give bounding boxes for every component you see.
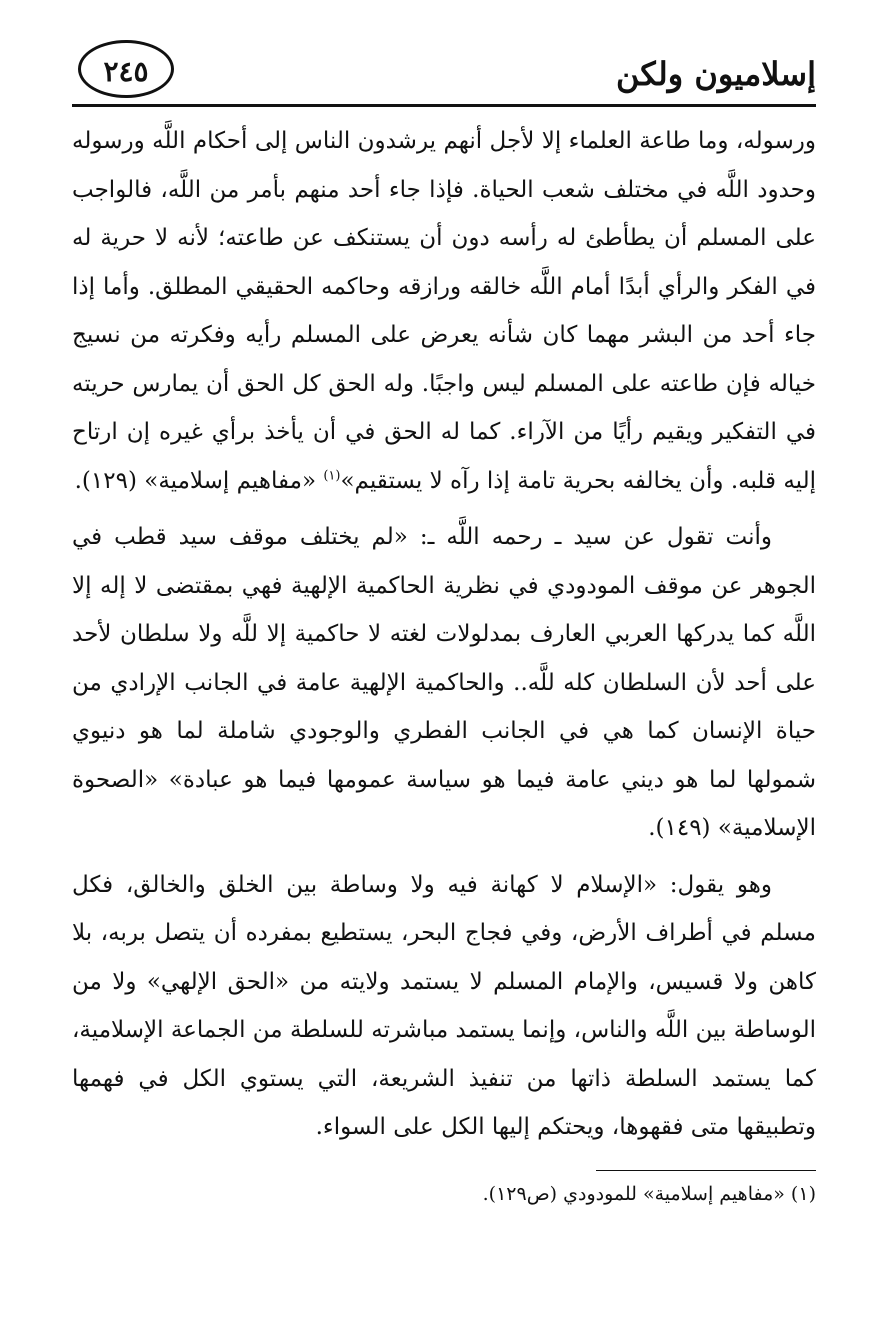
footnote: (١) «مفاهيم إسلامية» للمودودي (ص١٢٩). [482,1182,816,1205]
running-title: إسلاميون ولكن [616,55,816,93]
page-number: ٢٤٥ [78,40,174,98]
page-header [72,30,816,107]
paragraph: وهو يقول: «الإسلام لا كهانة فيه ولا وساطة بين الخلق والخالق، فكل مسلم في أطراف الأرض، وفي فجاج البحر، يستطيع بمفرده أن يتصل بربه، بلا كاهن ولا قسيس، والإمام المسلم لا يستمد ولايته من «الحق الإلهي» ولا من الوساطة بين اللَّه والناس، وإنما يستمد مباشرته للسلطة من الجماعة الإسلامية، كما يستمد السلطة ذاتها من تنفيذ الشريعة، التي يستوي الكل في فهمها وتطبيقها متى فقهوها، ويحتكم إليها الكل على السواء. [72,871,816,1140]
paragraph-text: ورسوله، وما طاعة العلماء إلا لأجل أنهم يرشدون الناس إلى أحكام اللَّه ورسوله وحدود اللَّه في مختلف شعب الحياة. فإذا جاء أحد منهم بأمر من اللَّه، فالواجب على المسلم أن يطأطئ له رأسه دون أن يستنكف عن طاعته؛ لأنه لا حرية له في الفكر والرأي أبدًا أمام اللَّه خالقه ورازقه وحاكمه الحقيقي المطلق. وأما إذا جاء أحد من البشر مهما كان شأنه يعرض على المسلم رأيه وفكرته من نسيج خياله فإن طاعته على المسلم ليس واجبًا. وله الحق كل الحق أن يمارس حريته في التفكير ويقيم رأيًا من الآراء. كما له الحق في أن يأخذ برأي غيره إن ارتاح إليه قلبه. وأن يخالفه بحرية تامة إذا رآه لا يستقيم» [72,128,816,494]
footnote-divider [596,1170,816,1171]
body-text [72,117,816,1152]
book-page [72,30,816,1270]
paragraph: وأنت تقول عن سيد ـ رحمه اللَّه ـ: «لم يختلف موقف سيد قطب في الجوهر عن موقف المودودي في نظرية الحاكمية الإلهية فهي بمقتضى لا إله إلا اللَّه كما يدركها العربي العارف بمدلولات لغته لا حاكمية إلا للَّه ولا سلطان لأحد على أحد لأن السلطان كله للَّه.. والحاكمية الإلهية عامة في الجانب الإرادي من حياة الإنسان كما هي في الجانب الفطري والوجودي شاملة لما هو دنيوي شمولها لما هو ديني عامة فيما هو سياسة عمومها فيما هو عبادة» «الصحوة الإسلامية» (١٤٩). [72,524,816,841]
paragraph-citation: «مفاهيم إسلامية» (١٢٩). [74,467,324,494]
footnote-reference: (١) [323,467,341,483]
paragraph [72,117,816,505]
